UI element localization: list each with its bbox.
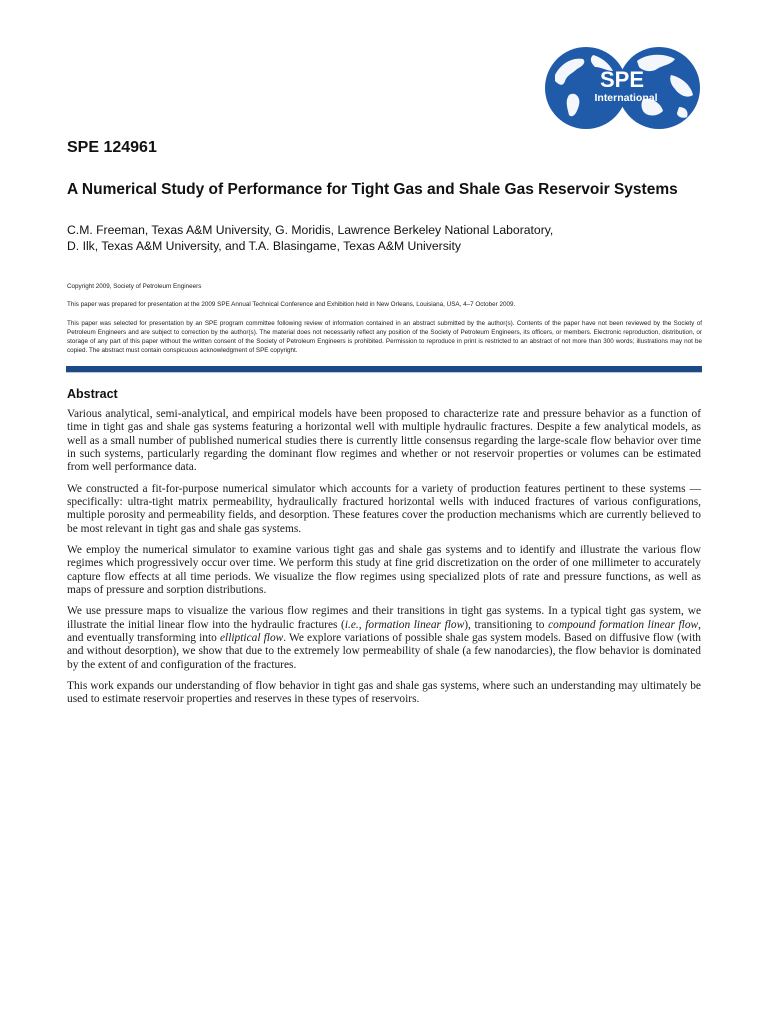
copyright-notice: Copyright 2009, Society of Petroleum Engineers: [67, 283, 202, 290]
abstract-body: [67, 408, 701, 715]
review-disclaimer: This paper was selected for presentation by an SPE program committee following review of information contained in an abstract submitted by the author(s). Contents of the paper have not been reviewed by the Society of Petroleum Engineers and are subject to correction by the author(s). The material does not necessarily reflect any position of the Society of Petroleum Engineers, its officers, or members. Electronic reproduction, distribution, or storage of any part of this paper without the written consent of the Society of Petroleum Engineers is prohibited. Permission to reproduce in print is restricted to an abstract of not more than 300 words; illustrations may not be copied. The abstract must contain conspicuous acknowledgment of SPE copyright.: [67, 320, 702, 354]
p4-text-d: , and eventually transforming into: [67, 618, 701, 645]
author-list: [67, 222, 707, 254]
term-elliptical-flow: elliptical flow: [220, 632, 284, 645]
logo-spe-text: SPE: [599, 67, 645, 92]
abstract-heading: Abstract: [67, 387, 118, 401]
p4-text-b: ,: [358, 618, 366, 631]
section-divider: [66, 366, 702, 373]
abstract-paragraph-5: This work expands our understanding of flow behavior in tight gas and shale gas systems, where such an understanding may ultimately be used to estimate reservoir properties and reserves in these types of reservoirs.: [67, 680, 701, 706]
paper-title: A Numerical Study of Performance for Tight Gas and Shale Gas Reservoir Systems: [67, 181, 678, 198]
authors-line-1: C.M. Freeman, Texas A&M University, G. Moridis, Lawrence Berkeley National Laboratory,: [67, 223, 554, 237]
spe-international-logo: [543, 45, 703, 131]
authors-line-2: D. Ilk, Texas A&M University, and T.A. Blasingame, Texas A&M University: [67, 239, 461, 253]
abstract-paragraph-3: We employ the numerical simulator to examine various tight gas and shale gas systems and to identify and illustrate the various flow regimes which progressively occur over time. We perform this study at fine grid discretization on the order of one millimeter to accurately capture flow effects at all time periods. We visualize the flow regimes using specialized plots of rate and pressure functions, as well as maps of pressure and sorption distributions.: [67, 544, 701, 596]
p4-text-a: We use pressure maps to visualize the various flow regimes and their transitions in tight gas systems. In a typical tight gas system, we illustrate the initial linear flow into the hydraulic fractures (: [67, 605, 701, 631]
abstract-paragraph-1: Various analytical, semi-analytical, and empirical models have been proposed to characterize rate and pressure behavior as a function of time in tight gas and shale gas systems featuring a horizontal well with multiple hydraulic fractures. Despite a few analytical models, as well as a small number of published numerical studies there is currently little consensus regarding the large-scale flow behavior over time in such systems, particularly regarding the dominant flow regimes and whether or not reservoir properties or volumes can be estimated from well performance data.: [67, 408, 701, 474]
abstract-paragraph-2: We constructed a fit-for-purpose numerical simulator which accounts for a variety of production features pertinent to these systems — specifically: ultra-tight matrix permeability, hydraulically fractured horizontal wells with induced fractures of various configurations, multiple porosity and permeability fields, and desorption. These features cover the production mechanisms which are currently believed to be most relevant in tight gas and shale gas systems.: [67, 482, 701, 535]
paper-number: SPE 124961: [67, 139, 157, 156]
presentation-notice: This paper was prepared for presentation at the 2009 SPE Annual Technical Conference and Exhibition held in New Orleans, Louisiana, USA, 4–7 October 2009.: [67, 301, 516, 308]
logo-international-text: International: [594, 92, 658, 104]
term-compound-formation-linear-flow: compound formation linear flow: [548, 618, 699, 631]
p4-ie: i.e.: [344, 618, 359, 631]
abstract-paragraph-4: [67, 605, 701, 671]
p4-text-c: ), transitioning to: [464, 618, 549, 631]
p4-text-e: . We explore variations of possible shale gas system models. Based on diffusive flow (with and without desorption), we show that due to the extremely low permeability of shale (a few nanodarcies), the flow behavior is dominated by the extent of and configuration of the fractures.: [67, 632, 701, 671]
term-formation-linear-flow: formation linear flow: [365, 618, 465, 631]
